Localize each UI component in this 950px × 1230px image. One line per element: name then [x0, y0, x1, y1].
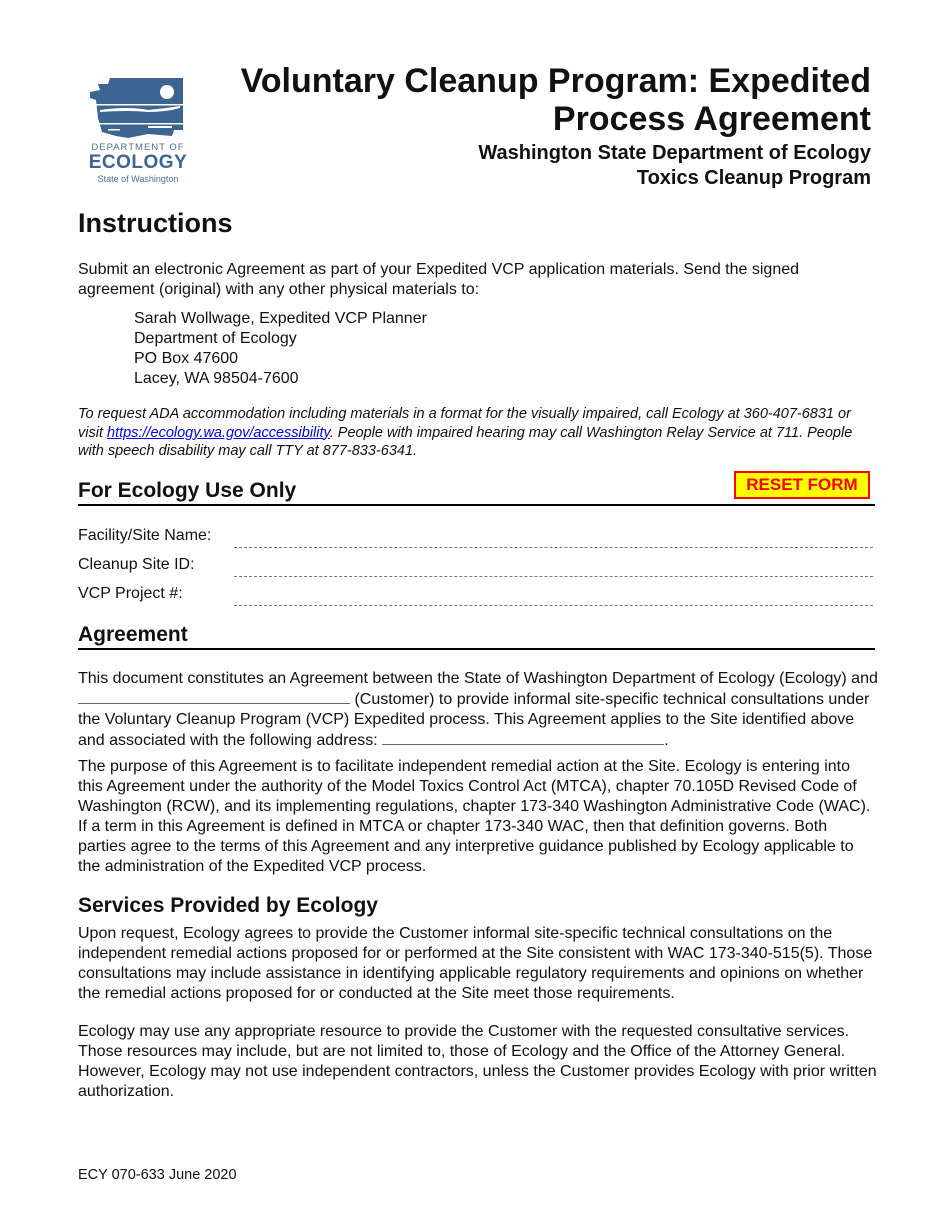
services-heading: Services Provided by Ecology	[78, 894, 378, 917]
ecology-use-heading: For Ecology Use Only	[78, 479, 297, 502]
agreement-text: This document constitutes an Agreement between the State of Washington Department of Ecology (Ecology) and	[78, 670, 878, 687]
instructions-paragraph: Submit an electronic Agreement as part of your Expedited VCP application materials. Send the signed agreement (original) with any other physical materials to:	[78, 261, 800, 298]
vcp-project-number-input[interactable]	[234, 583, 873, 606]
washington-state-map-icon	[88, 74, 188, 142]
address-line: Sarah Wollwage, Expedited VCP Planner	[134, 310, 427, 327]
agreement-paragraph-2: The purpose of this Agreement is to facilitate independent remedial action at the Site. Ecology is entering into this Agreement under the authority of the Model Toxics Control Act (MTCA), chapter 70.105D Revised Code of Washington (RCW), and its implementing regulations, chapter 173-340 Washington Administrative Code (WAC). If a term in this Agreement is defined in MTCA or chapter 173-340 WAC, then that definition governs. Both parties agree to the terms of this Agreement and any interpretive guidance published by Ecology applicable to the administration of the Expedited VCP process.	[78, 758, 871, 875]
form-id-footer: ECY 070-633 June 2020	[78, 1167, 237, 1183]
reset-form-button[interactable]: RESET FORM	[734, 471, 870, 499]
agreement-text: (Customer) to provide informal site-specific technical consultations under the Voluntary Cleanup Program (VCP) Expedited process. This Agreement applies to the Site identified above and associated with the following address:	[78, 691, 870, 749]
section-divider	[78, 648, 875, 650]
ada-notice	[78, 405, 878, 461]
section-divider	[78, 504, 875, 506]
facility-site-name-label: Facility/Site Name:	[78, 527, 212, 544]
services-paragraph-2: Ecology may use any appropriate resource to provide the Customer with the requested consultative services. Those resources may include, but are not limited to, those of Ecology and the Office of the Attorney General. However, Ecology may not use independent contractors, unless the Customer provides Ecology with prior written authorization.	[78, 1023, 877, 1100]
instructions-heading: Instructions	[78, 208, 233, 238]
cleanup-site-id-input[interactable]	[234, 554, 873, 577]
site-address-field[interactable]	[382, 730, 664, 745]
agreement-heading: Agreement	[78, 623, 188, 646]
ada-text: . People with impaired hearing may call Washington Relay Service at 711. People with speech disability may call TTY at 877-833-6341.	[78, 424, 853, 459]
cleanup-site-id-label: Cleanup Site ID:	[78, 556, 195, 573]
document-title	[241, 62, 871, 138]
ecology-logo	[88, 74, 188, 189]
title-line-2: Process Agreement	[552, 100, 871, 138]
agreement-paragraph-1	[78, 669, 878, 751]
title-line-1: Voluntary Cleanup Program: Expedited	[240, 62, 871, 100]
logo-department-of: DEPARTMENT OF	[91, 142, 185, 153]
vcp-project-number-label: VCP Project #:	[78, 585, 183, 602]
address-line: Department of Ecology	[134, 330, 297, 347]
services-paragraph-1: Upon request, Ecology agrees to provide the Customer informal site-specific technical consultations on the independent remedial actions proposed for or performed at the Site consistent with WAC 173-340-515(5). Those consultations may include assistance in identifying applicable regulatory requirements and opinions on whether the remedial actions proposed for or conducted at the Site meet those requirements.	[78, 925, 873, 1002]
logo-state-of-washington: State of Washington	[97, 174, 179, 184]
address-line: PO Box 47600	[134, 350, 239, 367]
subtitle-line-1: Washington State Department of Ecology	[478, 142, 871, 164]
customer-name-field[interactable]	[78, 689, 350, 704]
facility-site-name-input[interactable]	[234, 525, 873, 548]
mailing-address	[134, 309, 427, 389]
agreement-text: .	[664, 732, 669, 749]
document-subtitle	[478, 141, 871, 191]
logo-ecology: ECOLOGY	[88, 152, 188, 173]
subtitle-line-2: Toxics Cleanup Program	[636, 167, 871, 189]
address-line: Lacey, WA 98504-7600	[134, 370, 299, 387]
ada-text: To request ADA accommodation including materials in a format for the visually impaired, call Ecology at 360-407-6831 or visit	[78, 406, 851, 441]
accessibility-link[interactable]: https://ecology.wa.gov/accessibility	[107, 424, 330, 441]
